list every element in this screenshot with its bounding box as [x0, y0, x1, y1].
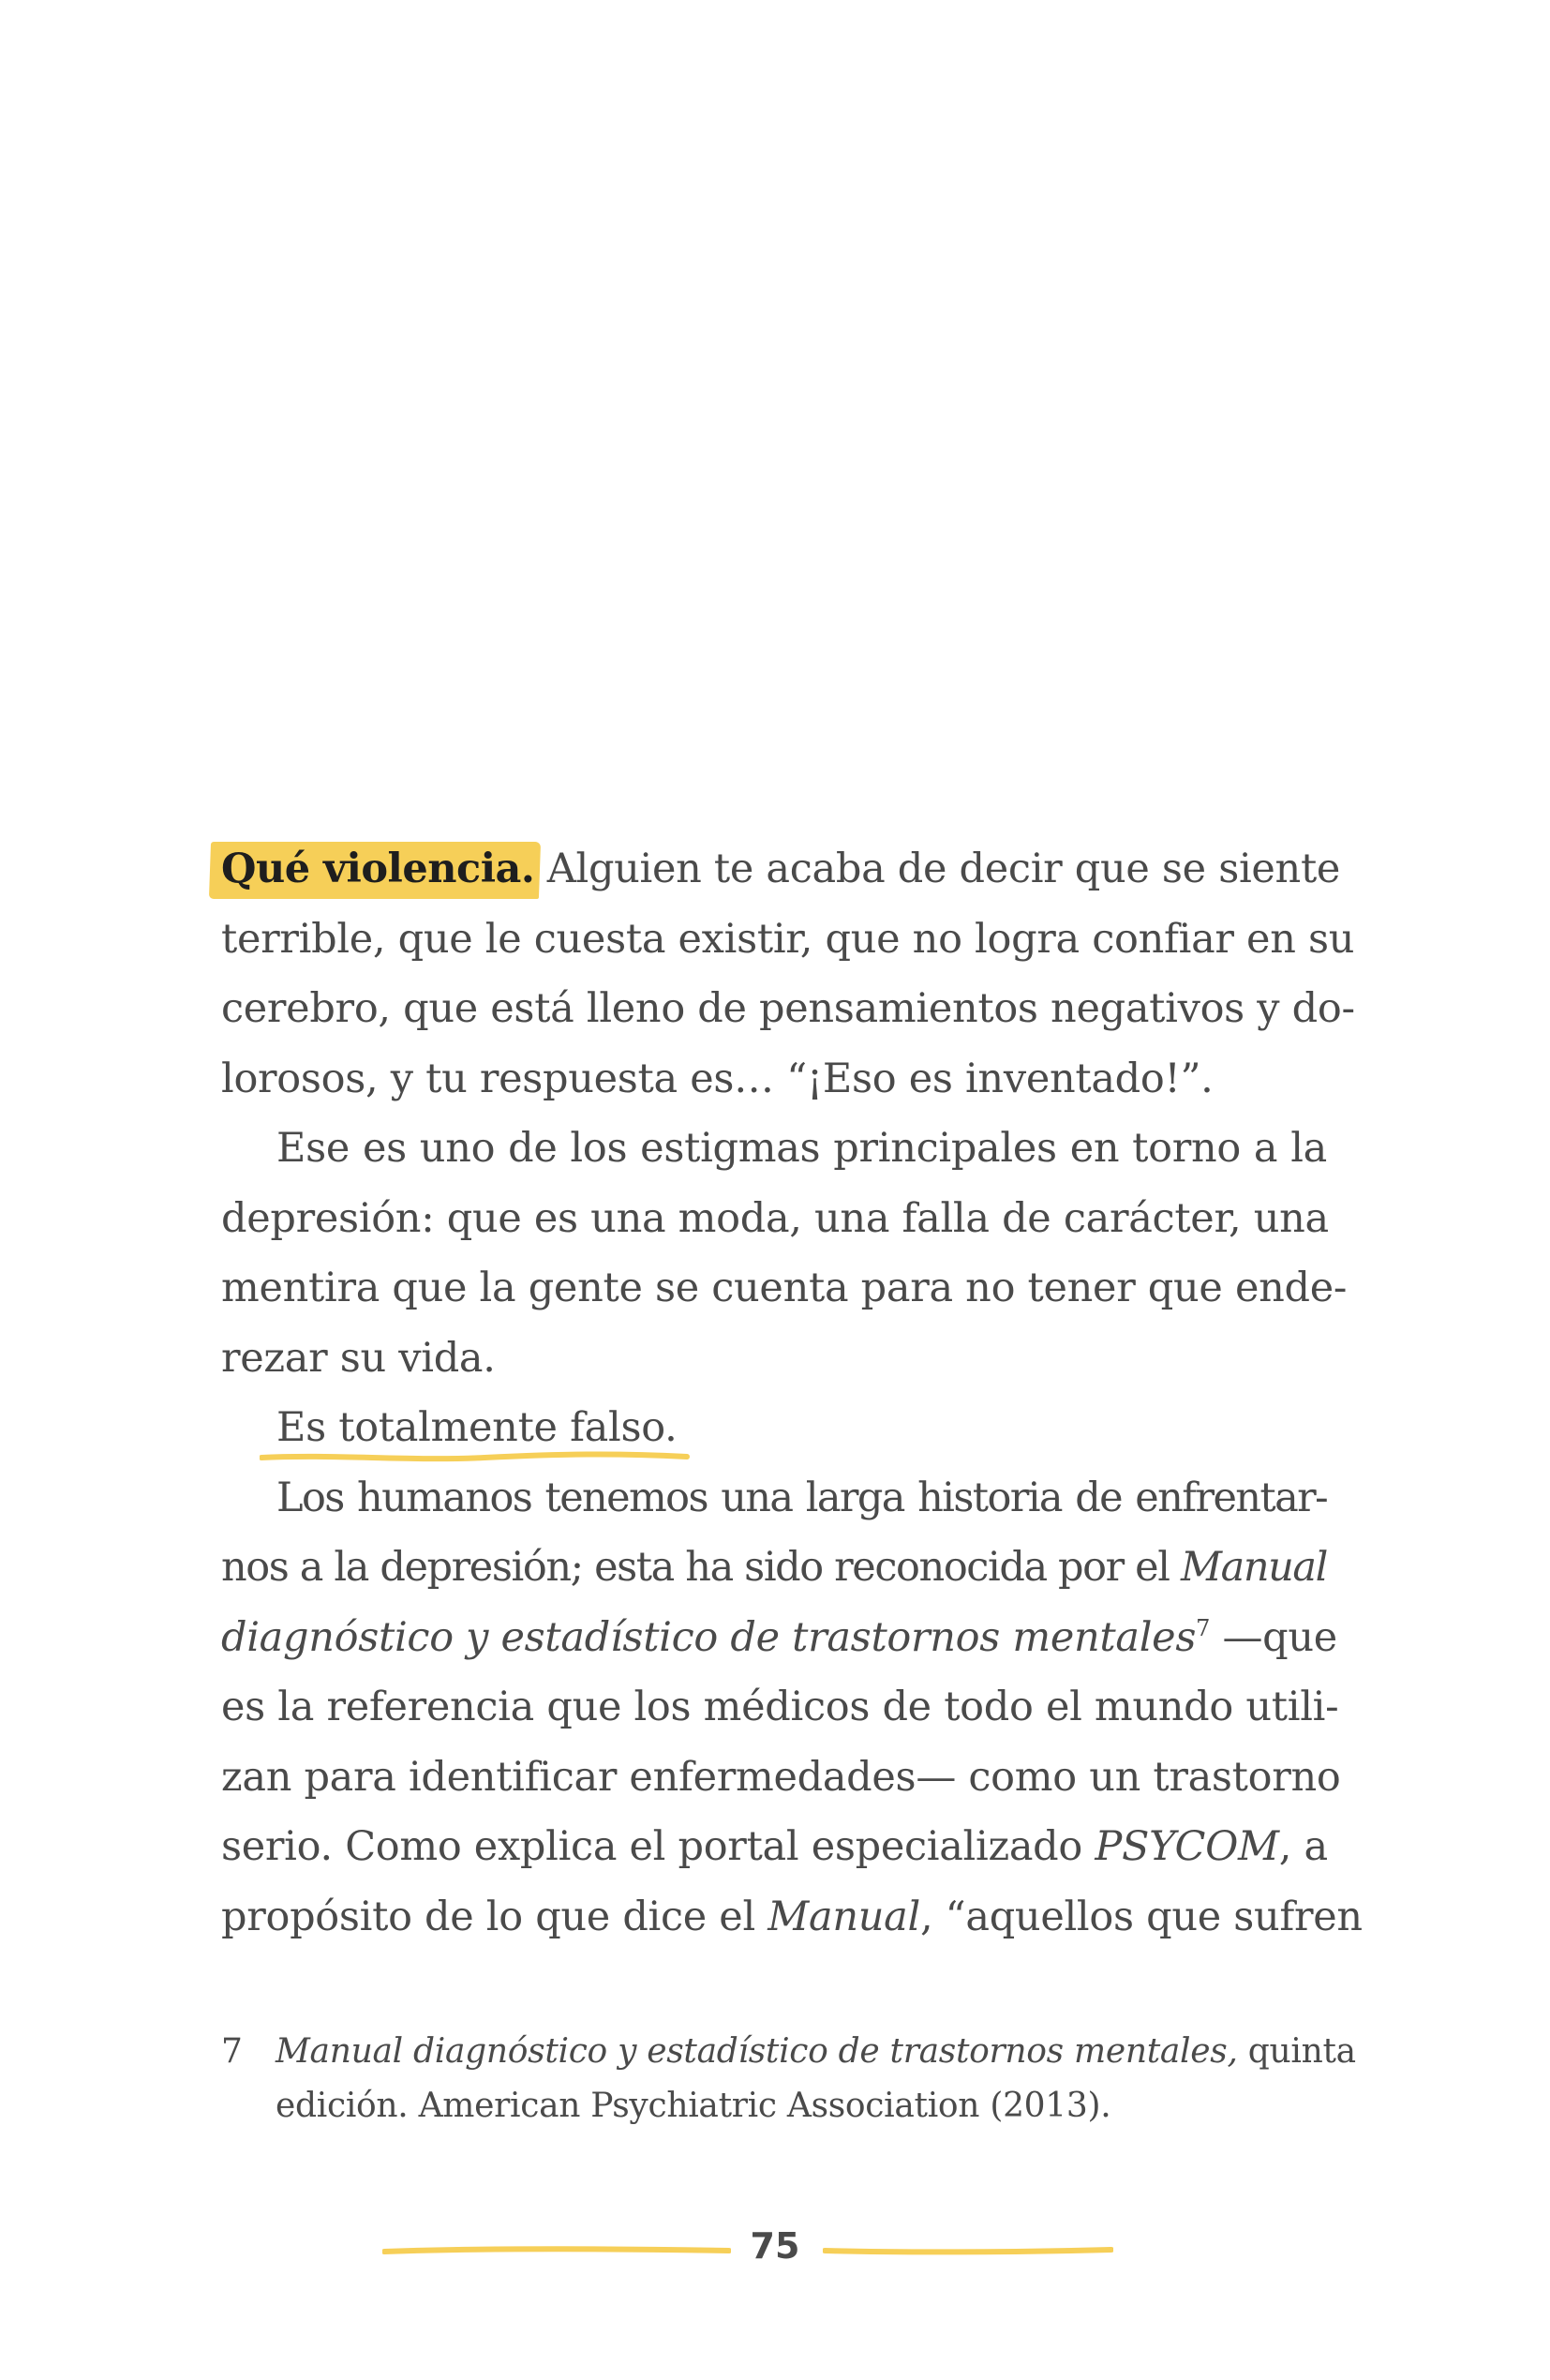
paragraph-4-line-6-text: serio. Como explica el portal especializado: [221, 1823, 1082, 1870]
right-decorative-stroke: [823, 2244, 1113, 2257]
paragraph-4-line-3-text: —que: [1222, 1613, 1337, 1661]
paragraph-4-line-6: [221, 1812, 1327, 1882]
paragraph-4-line-6-end: , a: [1278, 1823, 1328, 1870]
footnote-title-italic: Manual diagnóstico y estadístico de trastornos mentales,: [276, 2032, 1238, 2071]
highlighted-lead: [221, 834, 534, 905]
psycom-portal-italic: [1095, 1823, 1327, 1870]
paragraph-4-line-1: Los humanos tenemos una larga historia de enfrentar-: [276, 1474, 1327, 1521]
paragraph-4-line-3: [221, 1603, 1337, 1673]
manual-reference: [768, 1894, 1363, 1940]
body-text: [221, 834, 1363, 1952]
manual-full-title-italic: diagnóstico y estadístico de trastornos mentales: [221, 1613, 1197, 1661]
manual-title-italic: Manual: [1180, 1544, 1327, 1591]
paragraph-1-text: Alguien te acaba de decir que se siente: [546, 846, 1341, 892]
paragraph-4-line-7-text: propósito de lo que dice el: [221, 1893, 755, 1940]
lead-phrase: Qué violencia.: [221, 846, 535, 892]
paragraph-4-line-7-end: , “aquellos que sufren: [919, 1893, 1363, 1940]
paragraph-4-line-4: es la referencia que los médicos de todo el mundo utili-: [221, 1684, 1339, 1730]
paragraph-1-line-3: cerebro, que está lleno de pensamientos negativos y do-: [221, 985, 1355, 1032]
left-decorative-stroke: [382, 2244, 731, 2257]
footnote-body: [276, 2025, 1356, 2133]
footnote-reference: 7: [1196, 1614, 1211, 1641]
paragraph-4-line-7: [221, 1882, 1363, 1953]
paragraph-4-line-2-text: nos a la depresión; esta ha sido reconocida por el: [221, 1544, 1170, 1591]
psycom-name: PSYCOM: [1095, 1823, 1279, 1870]
paragraph-2-line-3: mentira que la gente se cuenta para no tener que ende-: [221, 1265, 1348, 1311]
paragraph-1-line-2: terrible, que le cuesta existir, que no logra confiar en su: [221, 915, 1355, 963]
underlined-text: Es totalmente falso.: [276, 1404, 678, 1451]
footnote-line-1: [276, 2025, 1356, 2079]
footnote: [221, 2025, 1356, 2133]
page-number: 75: [750, 2225, 800, 2267]
paragraph-1-line-1: [221, 834, 1341, 905]
paragraph-2-line-4: rezar su vida.: [221, 1334, 496, 1382]
manual-name-italic: Manual: [768, 1893, 920, 1940]
page-footer: [0, 2222, 1550, 2278]
paragraph-4-line-2: [221, 1533, 1327, 1603]
underlined-statement: [276, 1393, 677, 1463]
paragraph-4-line-5: zan para identificar enfermedades— como un trastorno: [221, 1753, 1341, 1801]
yellow-underline-mark: [260, 1449, 691, 1468]
paragraph-2-line-1: Ese es uno de los estigmas principales en torno a la: [276, 1125, 1327, 1172]
footnote-edition: quinta: [1247, 2032, 1356, 2071]
footnote-line-2: edición. American Psychiatric Association (2013).: [276, 2087, 1111, 2125]
footnote-number: 7: [221, 2032, 243, 2071]
paragraph-3-line-1: [221, 1393, 1327, 1463]
paragraph-2-line-2: depresión: que es una moda, una falla de carácter, una: [221, 1194, 1329, 1242]
paragraph-1-line-4: lorosos, y tu respuesta es… “¡Eso es inventado!”.: [221, 1055, 1214, 1102]
